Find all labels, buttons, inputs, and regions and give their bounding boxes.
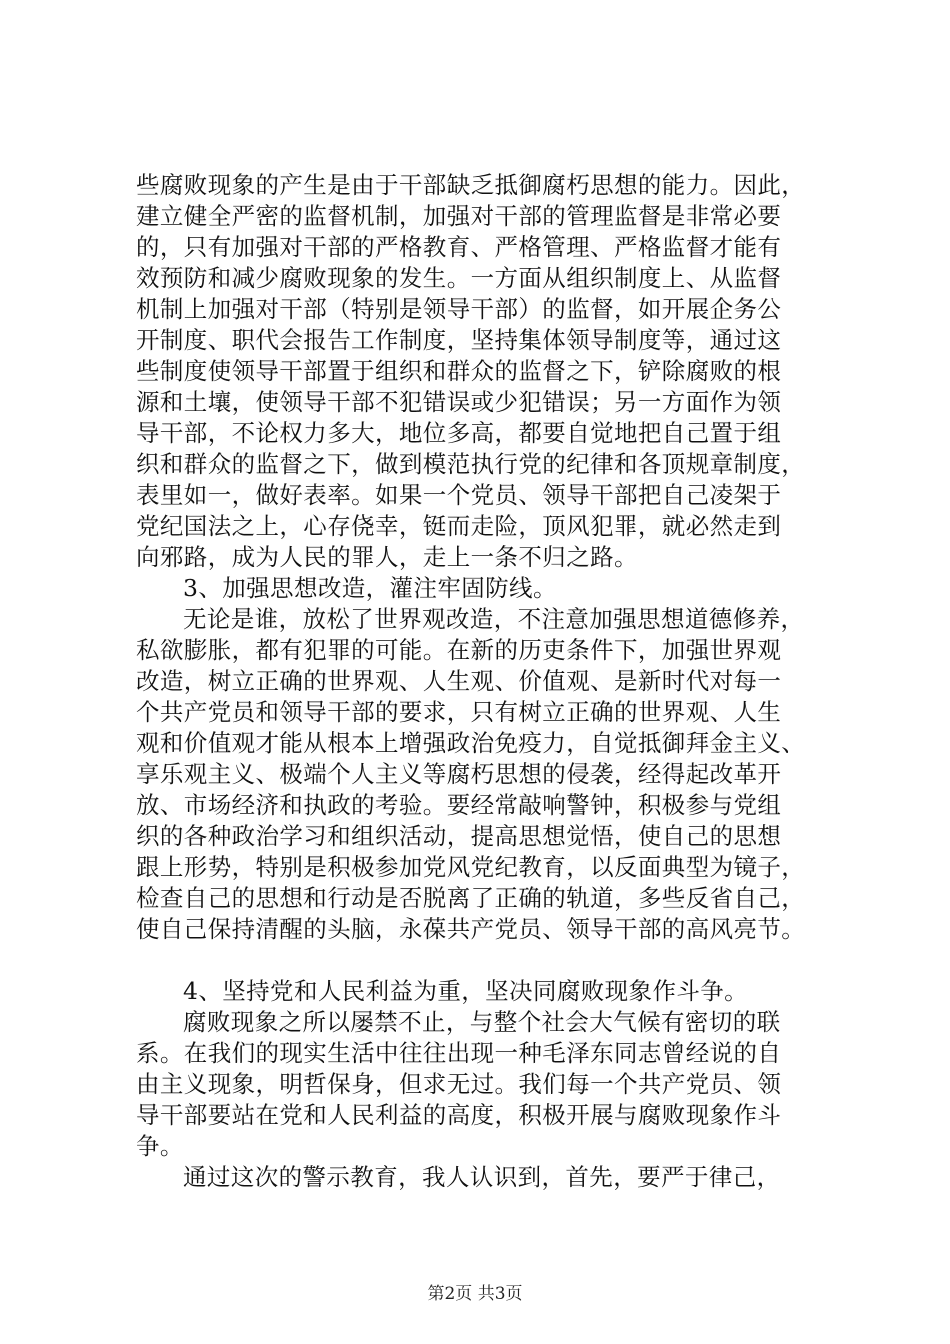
- text-line: 争。: [136, 1132, 184, 1160]
- text-line: 观和价值观才能从根本上增强政治免疫力，自觉抵御拜金主义、: [136, 729, 806, 757]
- text-line: 使自己保持清醒的头脑，永葆共产党员、领导干部的高风亮节。: [136, 915, 806, 943]
- text-line: 系。在我们的现实生活中往往出现一种毛泽东同志曾经说的自: [136, 1039, 782, 1067]
- text-line: 由主义现象，明哲保身，但求无过。我们每一个共产党员、领: [136, 1070, 782, 1098]
- page-footer: [0, 1283, 950, 1305]
- text-line: 改造，树立正确的世界观、人生观、价值观、是新时代对每一: [136, 667, 782, 695]
- text-line: 表里如一，做好表率。如果一个党员、领导干部把自己凌架于: [136, 481, 782, 509]
- text-line: 建立健全严密的监督机制，加强对干部的管理监督是非常必要: [136, 202, 782, 230]
- text-line: 跟上形势，特别是积极参加党风党纪教育，以反面典型为镜子，: [136, 853, 806, 881]
- page-number-label: 第2页 共3页: [427, 1284, 523, 1304]
- text-line: 通过这次的警示教育，我人认识到，首先，要严于律己，: [183, 1163, 781, 1191]
- section-heading: 4、坚持党和人民利益为重，坚决同腐败现象作斗争。: [183, 977, 749, 1005]
- text-line: 向邪路，成为人民的罪人，走上一条不归之路。: [136, 543, 638, 571]
- text-line: 导干部，不论权力多大，地位多高，都要自觉地把自己置于组: [136, 419, 782, 447]
- text-line: 个共产党员和领导干部的要求，只有树立正确的世界观、人生: [136, 698, 782, 726]
- text-line: 源和土壤，使领导干部不犯错误或少犯错误；另一方面作为领: [136, 388, 782, 416]
- text-line: 机制上加强对干部（特别是领导干部）的监督，如开展企务公: [136, 295, 782, 323]
- text-line: 党纪国法之上，心存侥幸，铤而走险，顶风犯罪，就必然走到: [136, 512, 782, 540]
- text-line: 享乐观主义、极端个人主义等腐朽思想的侵袭，经得起改革开: [136, 760, 782, 788]
- text-line: 腐败现象之所以屡禁不止，与整个社会大气候有密切的联: [183, 1008, 781, 1036]
- text-line: 效预防和减少腐败现象的发生。一方面从组织制度上、从监督: [136, 264, 782, 292]
- paragraph-gap: [136, 945, 826, 976]
- text-line: 的，只有加强对干部的严格教育、严格管理、严格监督才能有: [136, 233, 782, 261]
- text-line: 些腐败现象的产生是由于干部缺乏抵御腐朽思想的能力。因此，: [136, 171, 806, 199]
- text-line: 导干部要站在党和人民利益的高度，积极开展与腐败现象作斗: [136, 1101, 782, 1129]
- text-line: 放、市场经济和执政的考验。要经常敲响警钟，积极参与党组: [136, 791, 782, 819]
- text-line: 私欲膨胀，都有犯罪的可能。在新的历吏条件下，加强世界观: [136, 636, 782, 664]
- text-line: 些制度使领导干部置于组织和群众的监督之下，铲除腐败的根: [136, 357, 782, 385]
- text-line: 检查自己的思想和行动是否脱离了正确的轨道，多些反省自己，: [136, 884, 806, 912]
- text-line: 织的各种政治学习和组织活动，提高思想觉悟，使自己的思想: [136, 822, 782, 850]
- text-line: 无论是谁，放松了世界观改造，不注意加强思想道德修养，: [183, 605, 805, 633]
- body-text: [136, 170, 826, 1193]
- text-line: 开制度、职代会报告工作制度，坚持集体领导制度等，通过这: [136, 326, 782, 354]
- text-line: 织和群众的监督之下，做到模范执行党的纪律和各顶规章制度，: [136, 450, 806, 478]
- section-heading: 3、加强思想改造，灌注牢固防线。: [183, 574, 557, 602]
